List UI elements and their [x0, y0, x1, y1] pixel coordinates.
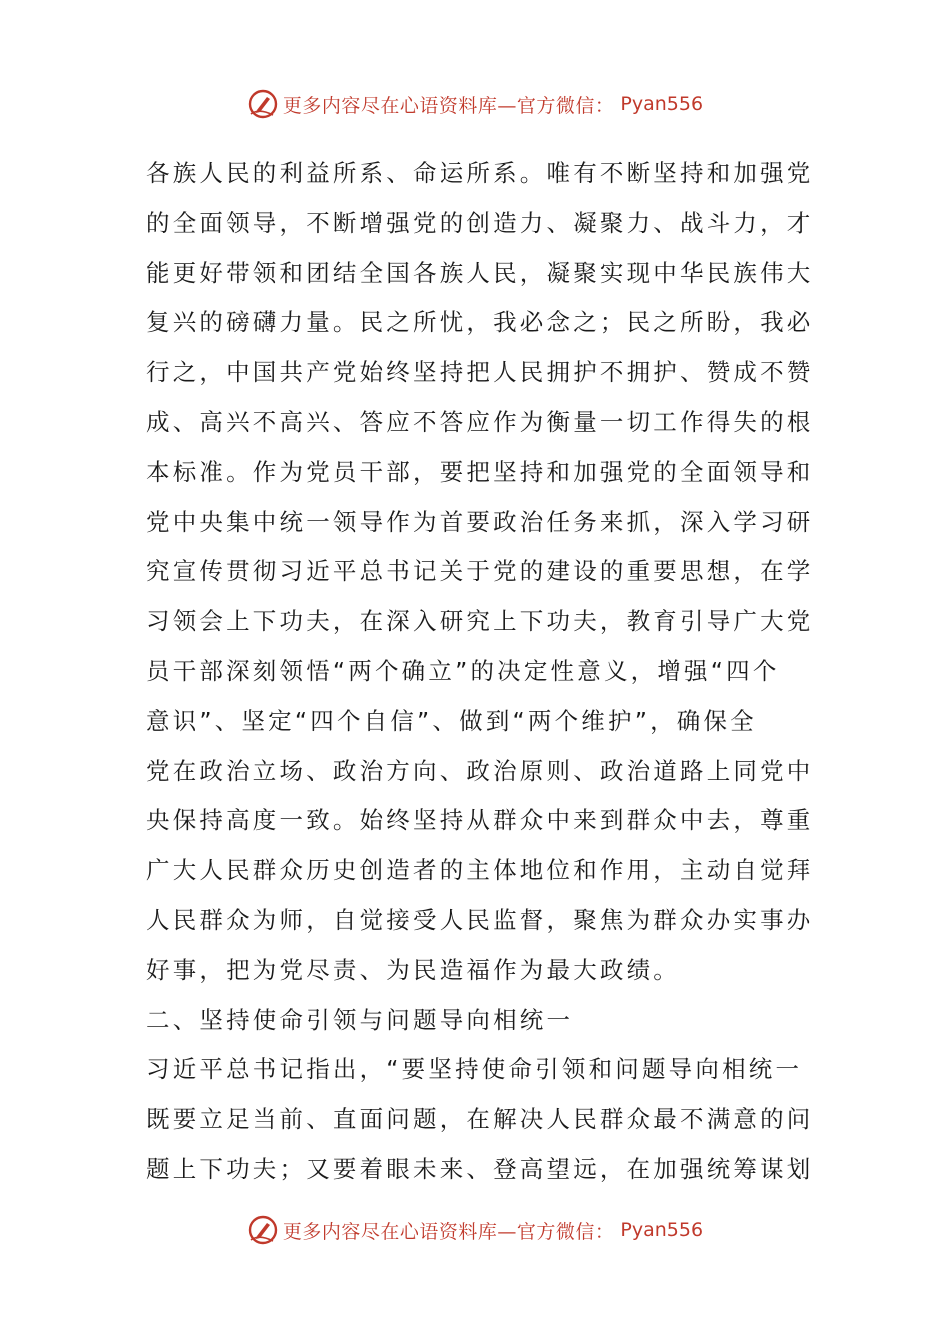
text-line: 意识”、坚定“四个自信”、做到“两个维护”，确保全: [146, 706, 757, 735]
watermark-wechat-id: Pyan556: [620, 93, 704, 115]
text-line: 人民群众为师，自觉接受人民监督，聚焦为群众办实事办: [146, 905, 814, 934]
header-watermark: [0, 84, 950, 124]
text-line: 的全面领导，不断增强党的创造力、凝聚力、战斗力，才: [146, 208, 814, 237]
text-line: 行之，中国共产党始终坚持把人民拥护不拥护、赞成不赞: [146, 358, 814, 387]
text-line: 题上下功夫；又要着眼未来、登高望远，在加强统筹谋划: [146, 1154, 814, 1183]
text-line: 既要立足当前、直面问题，在解决人民群众最不满意的问: [146, 1105, 814, 1134]
text-line: 习领会上下功夫，在深入研究上下功夫，教育引导广大党: [146, 607, 814, 636]
watermark-wechat-id: Pyan556: [620, 1219, 704, 1241]
pen-circle-icon: [247, 1214, 279, 1246]
text-line: 究宣传贯彻习近平总书记关于党的建设的重要思想，在学: [146, 557, 814, 586]
watermark-text: 更多内容尽在心语资料库—官方微信：: [282, 94, 615, 117]
text-line: 成、高兴不高兴、答应不答应作为衡量一切工作得失的根: [146, 407, 814, 436]
text-line: 能更好带领和团结全国各族人民，凝聚实现中华民族伟大: [146, 258, 814, 287]
text-line: 习近平总书记指出，“要坚持使命引领和问题导向相统一: [146, 1055, 803, 1084]
text-line: 党在政治立场、政治方向、政治原则、政治道路上同党中: [146, 756, 814, 785]
text-line: 央保持高度一致。始终坚持从群众中来到群众中去，尊重: [146, 806, 814, 835]
section-heading: 二、坚持使命引领与问题导向相统一: [146, 1005, 574, 1034]
pen-circle-icon: [247, 88, 279, 120]
text-line: 本标准。作为党员干部，要把坚持和加强党的全面领导和: [146, 457, 814, 486]
text-line: 员干部深刻领悟“两个确立”的决定性意义，增强“四个: [146, 656, 780, 685]
text-line: 广大人民群众历史创造者的主体地位和作用，主动自觉拜: [146, 856, 814, 885]
text-line: 好事，把为党尽责、为民造福作为最大政绩。: [146, 955, 680, 984]
text-line: 复兴的磅礴力量。民之所忧，我必念之；民之所盼，我必: [146, 308, 814, 337]
text-line: 党中央集中统一领导作为首要政治任务来抓，深入学习研: [146, 507, 814, 536]
watermark-text: 更多内容尽在心语资料库—官方微信：: [282, 1220, 615, 1243]
document-body: [146, 149, 814, 1195]
text-line: 各族人民的利益所系、命运所系。唯有不断坚持和加强党: [146, 159, 814, 187]
footer-watermark: [0, 1210, 950, 1250]
